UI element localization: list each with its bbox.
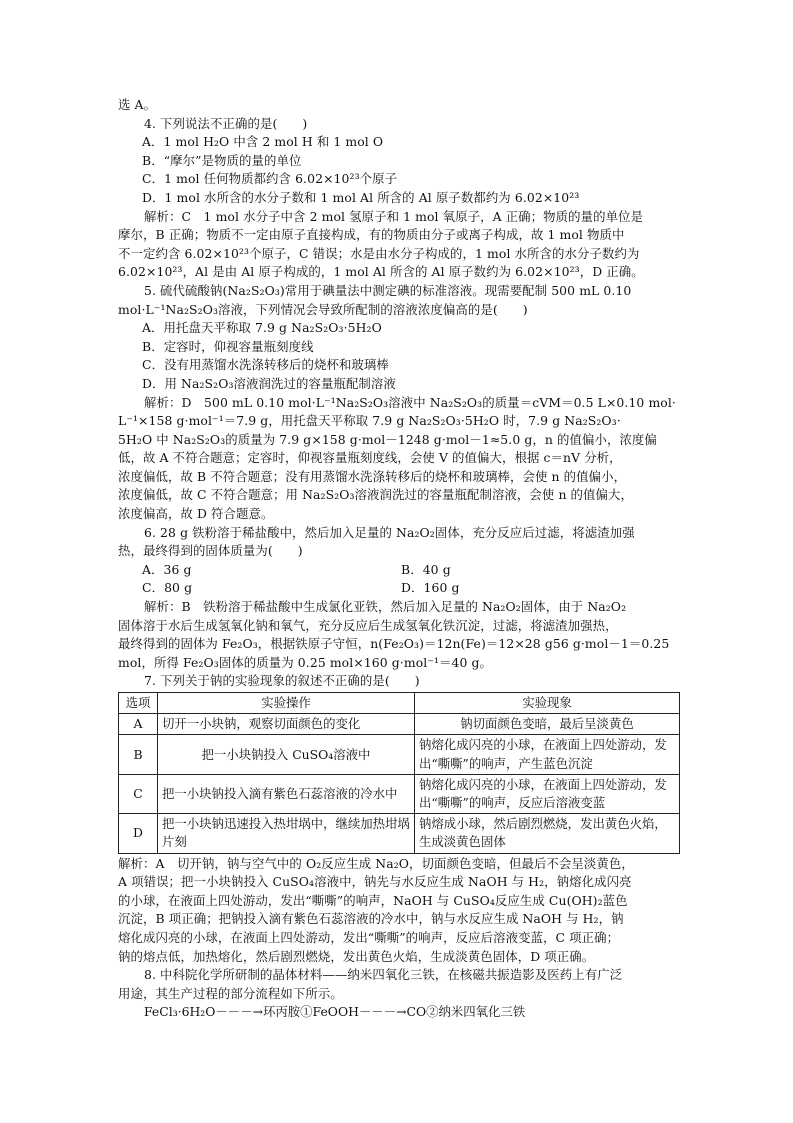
text-block-bottom xyxy=(118,855,680,1004)
text-line: C．1 mol 任何物质都约含 6.02×10²³个原子 xyxy=(142,171,398,187)
q6-option-d: D．160 g xyxy=(401,580,460,596)
table-cell-option: C xyxy=(119,774,158,813)
table-cell-option: D xyxy=(119,814,158,853)
text-line: 解析：C 1 mol 水分子中含 2 mol 氢原子和 1 mol 氧原子，A 正确；物质的量的单位是 xyxy=(144,208,644,224)
text-block-top xyxy=(118,96,680,561)
text-line: 用途，其生产过程的部分流程如下所示。 xyxy=(118,985,343,1001)
text-line: 6. 28 g 铁粉溶于稀盐酸中，然后加入足量的 Na₂O₂固体，充分反应后过滤，将滤渣加强 xyxy=(144,524,635,540)
experiment-table xyxy=(118,692,680,854)
text-line: A．用托盘天平称取 7.9 g Na₂S₂O₃·5H₂O xyxy=(142,320,382,336)
text-line: 沉淀，B 项正确；把钠投入滴有紫色石蕊溶液的冷水中，钠与水反应生成 NaOH 与 H₂，钠 xyxy=(118,911,624,927)
table-row xyxy=(119,714,680,735)
table-header: 选项 xyxy=(119,693,158,714)
text-line: C．没有用蒸馏水洗涤转移后的烧杯和玻璃棒 xyxy=(142,357,389,373)
text-line: 5. 硫代硫酸钠(Na₂S₂O₃)常用于碘量法中测定碘的标准溶液。现需要配制 500 mL 0.10 xyxy=(144,282,632,298)
table-cell-operation: 把一小块钠迅速投入热坩埚中，继续加热坩埚片刻 xyxy=(158,814,415,853)
table-cell-observation: 钠熔化成闪亮的小球，在液面上四处游动，发出“嘶嘶”的响声，产生蓝色沉淀 xyxy=(415,735,680,774)
text-line: 固体溶于水后生成氢氧化钠和氧气，充分反应后生成氢氧化铁沉淀，过滤，将滤渣加强热， xyxy=(118,617,618,633)
text-line: 4. 下列说法不正确的是( ) xyxy=(144,115,308,131)
text-line: 热，最终得到的固体质量为( ) xyxy=(118,543,303,559)
table-row xyxy=(119,814,680,853)
text-line: D．1 mol 水所含的水分子数和 1 mol Al 所含的 Al 原子数都约为 6.02×10²³ xyxy=(142,189,580,205)
q6-option-b: B．40 g xyxy=(401,561,451,577)
text-line: 摩尔，B 正确；物质不一定由原子直接构成，有的物质由分子或离子构成，故 1 mol 物质中 xyxy=(118,227,625,243)
text-line: 浓度偏高，故 D 符合题意。 xyxy=(118,506,274,522)
text-line: 的小球，在液面上四处游动，发出“嘶嘶”的响声，NaOH 与 CuSO₄反应生成 Cu(OH)₂蓝色 xyxy=(118,892,628,908)
table-row xyxy=(119,735,680,774)
table-header: 实验操作 xyxy=(158,693,415,714)
table-cell-observation: 钠熔成小球，然后剧烈燃烧，发出黄色火焰，生成淡黄色固体 xyxy=(415,814,680,853)
text-line: 5H₂O 中 Na₂S₂O₃的质量为 7.9 g×158 g·mol－1248 g·mol－1≈5.0 g，n 的值偏小，浓度偏 xyxy=(118,431,657,447)
table-cell-operation: 把一小块钠投入 CuSO₄溶液中 xyxy=(158,735,415,774)
table-cell-operation: 切开一小块钠，观察切面颜色的变化 xyxy=(158,714,415,735)
text-line: 解析：D 500 mL 0.10 mol·L⁻¹Na₂S₂O₃溶液中 Na₂S₂O₃的质量＝cVM＝0.5 L×0.10 mol· xyxy=(144,394,676,410)
text-line: 熔化成闪亮的小球，在液面上四处游动，发出“嘶嘶”的响声，反应后溶液变蓝，C 项正确； xyxy=(118,930,620,945)
text-line: B．定容时，仰视容量瓶刻度线 xyxy=(142,338,314,354)
text-block-mid xyxy=(118,598,680,691)
text-line: 浓度偏低，故 B 不符合题意；没有用蒸馏水洗涤转移后的烧杯和玻璃棒，会使 n 的值偏小， xyxy=(118,468,627,484)
text-line: 8. 中科院化学所研制的晶体材料——纳米四氧化三铁，在核磁共振造影及医药上有广泛 xyxy=(144,967,623,983)
text-line: A 项错误；把一小块钠投入 CuSO₄溶液中，钠先与水反应生成 NaOH 与 H₂，钠熔化成闪亮 xyxy=(118,874,632,890)
q6-option-c: C．80 g xyxy=(142,580,193,596)
text-line: 解析：B 铁粉溶于稀盐酸中生成氯化亚铁，然后加入足量的 Na₂O₂固体，由于 Na₂O₂ xyxy=(144,599,627,615)
text-line: 低，故 A 不符合题意；定容时，仰视容量瓶刻度线，会使 V 的值偏大，根据 c＝nV 分析， xyxy=(118,450,622,466)
table-cell-option: A xyxy=(119,714,158,735)
table-cell-observation: 钠切面颜色变暗，最后呈淡黄色 xyxy=(415,714,680,735)
q6-options xyxy=(118,561,680,598)
text-line: 6.02×10²³，Al 是由 Al 原子构成的，1 mol Al 所含的 Al 原子数约为 6.02×10²³，D 正确。 xyxy=(118,264,644,280)
q6-option-row xyxy=(118,579,680,598)
text-line: 7. 下列关于钠的实验现象的叙述不正确的是( ) xyxy=(144,673,420,689)
text-line: L⁻¹×158 g·mol⁻¹＝7.9 g，用托盘天平称取 7.9 g Na₂S₂O₃·5H₂O 时，7.9 g Na₂S₂O₃· xyxy=(118,413,621,429)
text-line: mol，所得 Fe₂O₃固体的质量为 0.25 mol×160 g·mol⁻¹＝40 g。 xyxy=(118,654,493,670)
table-cell-operation: 把一小块钠投入滴有紫色石蕊溶液的冷水中 xyxy=(158,774,415,813)
text-line: A．1 mol H₂O 中含 2 mol H 和 1 mol O xyxy=(142,134,384,150)
text-line: 最终得到的固体为 Fe₂O₃，根据铁原子守恒，n(Fe₂O₃)＝12n(Fe)＝12×28 g56 g·mol－1＝0.25 xyxy=(118,636,670,652)
text-line: D．用 Na₂S₂O₃溶液润洗过的容量瓶配制溶液 xyxy=(142,375,396,391)
q6-option-a: A．36 g xyxy=(142,561,192,577)
document-page xyxy=(118,96,680,1022)
table-row xyxy=(119,774,680,813)
text-line: 钠的熔点低，加热熔化，然后剧烈燃烧，发出黄色火焰，生成淡黄色固体，D 项正确。 xyxy=(118,948,595,964)
text-line: 不一定约含 6.02×10²³个原子，C 错误；水是由水分子构成的，1 mol 水所含的水分子数约为 xyxy=(118,245,640,261)
table-cell-option: B xyxy=(119,735,158,774)
text-line: mol·L⁻¹Na₂S₂O₃溶液，下列情况会导致所配制的溶液浓度偏高的是( ) xyxy=(118,301,528,317)
text-line: 解析：A 切开钠，钠与空气中的 O₂反应生成 Na₂O，切面颜色变暗，但最后不会呈淡黄色， xyxy=(118,855,634,871)
text-line: B．“摩尔”是物质的量的单位 xyxy=(142,152,302,168)
table-cell-observation: 钠熔化成闪亮的小球，在液面上四处游动，发出“嘶嘶”的响声，反应后溶液变蓝 xyxy=(415,774,680,813)
q6-option-row xyxy=(118,561,680,580)
table-header: 实验现象 xyxy=(415,693,680,714)
flow-diagram-text: FeCl₃·6H₂O－－－→环丙胺①FeOOH－－－→CO②纳米四氧化三铁 xyxy=(144,1004,526,1020)
text-line: 选 A。 xyxy=(118,97,157,112)
text-line: 浓度偏低，故 C 不符合题意；用 Na₂S₂O₃溶液润洗过的容量瓶配制溶液，会使 n 的值偏大， xyxy=(118,487,634,503)
table-header-row xyxy=(119,693,680,714)
